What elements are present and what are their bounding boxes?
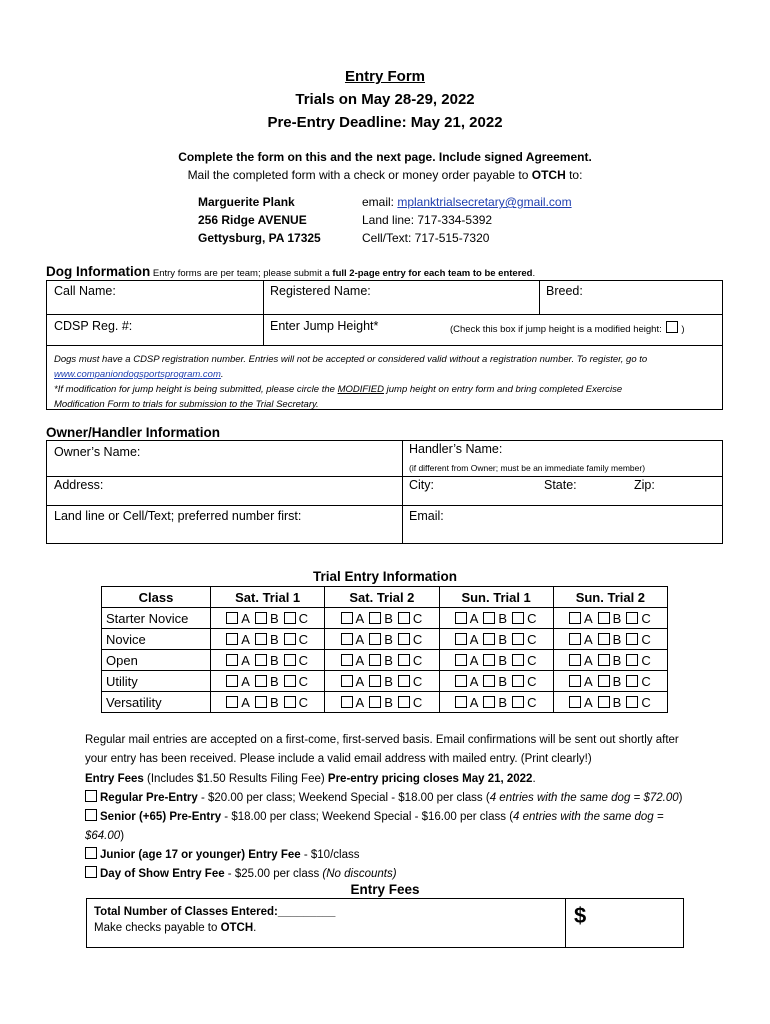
trial-option-checkbox[interactable] (369, 612, 381, 624)
trial-options-cell (439, 629, 553, 650)
trial-options-cell (325, 608, 439, 629)
senior-pre-entry-option[interactable]: Senior (+65) Pre-Entry - $18.00 per class; Weekend Special - $16.00 per class (4 entries with the same dog = $64.00) (85, 811, 664, 842)
trial-col-header: Sat. Trial 1 (211, 587, 325, 608)
dog-info-heading: Dog Information Entry forms are per team; please submit a full 2-page entry for each team to be entered. (46, 264, 536, 279)
cdsp-reg-field[interactable]: CDSP Reg. #: (54, 319, 133, 333)
trial-option-label: B (269, 673, 279, 689)
secretary-address (198, 193, 321, 247)
trial-class-row (102, 692, 668, 713)
class-name: Novice (102, 629, 211, 650)
trial-option-checkbox[interactable] (483, 696, 495, 708)
mail-entry-note-1: Regular mail entries are accepted on a first-come, first-served basis. Email confirmations will be sent out shortly after (85, 734, 679, 746)
trial-col-header: Sun. Trial 1 (439, 587, 553, 608)
trial-option-checkbox[interactable] (626, 633, 638, 645)
trial-options-cell (439, 671, 553, 692)
trial-option-checkbox[interactable] (284, 612, 296, 624)
trial-option-label: C (641, 652, 651, 668)
trial-option-checkbox[interactable] (398, 696, 410, 708)
trial-option-checkbox[interactable] (398, 612, 410, 624)
cdsp-website-link[interactable]: www.companiondogsportsprogram.com (54, 369, 221, 380)
trial-option-label: A (469, 694, 479, 710)
trial-options-cell (211, 629, 325, 650)
call-name-field[interactable]: Call Name: (54, 284, 116, 298)
trial-option-label: B (384, 673, 393, 689)
trial-options-cell (211, 608, 325, 629)
secretary-email-link[interactable]: mplanktrialsecretary@gmail.com (397, 195, 572, 209)
day-of-show-option[interactable]: Day of Show Entry Fee - $25.00 per class (No discounts) (85, 865, 705, 884)
trial-option-label: C (298, 652, 309, 668)
trial-options-cell (325, 671, 439, 692)
trial-option-checkbox[interactable] (284, 675, 296, 687)
handler-name-field[interactable]: Handler’s Name: (409, 442, 503, 456)
trial-option-label: A (355, 652, 365, 668)
trial-option-checkbox[interactable] (483, 612, 495, 624)
trial-option-label: C (641, 694, 651, 710)
trial-option-checkbox[interactable] (598, 696, 610, 708)
trial-options-cell (439, 650, 553, 671)
trial-options-cell (325, 629, 439, 650)
trial-option-label: C (412, 610, 423, 626)
trial-option-checkbox[interactable] (598, 612, 610, 624)
trial-option-label: C (298, 694, 309, 710)
fees-section (85, 731, 705, 884)
trial-option-checkbox[interactable] (369, 675, 381, 687)
trial-option-checkbox[interactable] (255, 675, 267, 687)
trial-option-checkbox[interactable] (226, 633, 238, 645)
trial-option-checkbox[interactable] (512, 654, 524, 666)
trial-option-checkbox[interactable] (598, 633, 610, 645)
trial-options-cell (553, 692, 667, 713)
trial-option-checkbox[interactable] (255, 633, 267, 645)
instructions-line-1: Complete the form on this and the next page. Include signed Agreement. (178, 150, 592, 164)
registered-name-field[interactable]: Registered Name: (270, 284, 371, 298)
trial-option-checkbox[interactable] (284, 654, 296, 666)
trial-entry-table (101, 586, 668, 713)
jump-height-field[interactable]: Enter Jump Height* (270, 319, 379, 333)
trial-class-row (102, 608, 668, 629)
regular-pre-entry-option[interactable]: Regular Pre-Entry - $20.00 per class; Weekend Special - $18.00 per class (4 entries with the same dog = $72.00) (85, 789, 705, 808)
trial-option-checkbox[interactable] (226, 654, 238, 666)
trial-option-label: A (584, 652, 593, 668)
secretary-landline: Land line: 717-334-5392 (362, 213, 493, 227)
email-field[interactable]: Email: (409, 509, 444, 523)
instructions-line-2: Mail the completed form with a check or money order payable to OTCH to: (187, 168, 583, 182)
trial-option-checkbox[interactable] (341, 633, 353, 645)
total-classes-field[interactable]: Total Number of Classes Entered:_________ (94, 906, 336, 918)
trial-option-checkbox[interactable] (569, 612, 581, 624)
trial-options-cell (439, 608, 553, 629)
trial-option-label: B (498, 610, 508, 626)
modified-height-checkbox[interactable] (666, 321, 678, 333)
secretary-street: 256 Ridge AVENUE (198, 213, 307, 227)
trial-option-label: A (469, 652, 479, 668)
trial-option-checkbox[interactable] (483, 675, 495, 687)
trial-option-label: C (641, 610, 651, 626)
trial-option-checkbox[interactable] (341, 696, 353, 708)
class-name: Open (102, 650, 211, 671)
trial-options-cell (211, 671, 325, 692)
entry-fees-heading: Entry Fees (350, 882, 420, 897)
trial-option-checkbox[interactable] (369, 696, 381, 708)
trial-option-label: B (384, 610, 393, 626)
state-field[interactable]: State: (544, 478, 577, 492)
trial-option-label: B (384, 631, 393, 647)
payable-note: Make checks payable to OTCH. (94, 922, 257, 934)
trial-option-checkbox[interactable] (341, 612, 353, 624)
trial-dates: Trials on May 28-29, 2022 (295, 91, 475, 108)
trial-option-label: A (241, 631, 250, 647)
trial-class-row (102, 650, 668, 671)
regular-pre-entry-checkbox[interactable] (85, 790, 97, 802)
trial-option-label: A (355, 694, 365, 710)
fees-box-text (94, 904, 335, 936)
trial-option-checkbox[interactable] (512, 612, 524, 624)
trial-option-label: C (527, 631, 537, 647)
trial-option-checkbox[interactable] (226, 675, 238, 687)
trial-option-checkbox[interactable] (226, 696, 238, 708)
trial-option-checkbox[interactable] (398, 633, 410, 645)
trial-option-label: A (584, 631, 593, 647)
trial-option-label: B (612, 631, 622, 647)
trial-option-checkbox[interactable] (626, 654, 638, 666)
trial-option-label: A (584, 694, 593, 710)
trial-option-checkbox[interactable] (569, 654, 581, 666)
trial-option-checkbox[interactable] (483, 633, 495, 645)
trial-option-checkbox[interactable] (455, 696, 467, 708)
class-name: Versatility (102, 692, 211, 713)
trial-option-label: B (269, 631, 279, 647)
modified-height-note: (Check this box if jump height is a modified height: ) (450, 321, 685, 335)
trial-options-cell (211, 692, 325, 713)
trial-option-label: C (412, 673, 423, 689)
trial-option-label: B (612, 694, 622, 710)
dog-fine-print: Dogs must have a CDSP registration number. Entries will not be accepted or considered valid without a registration number. To register, go to www.companiondogsportsprogram.com. *If modification for jump height is being submitted, please circle the MODIFIED jump height on entry form and bring completed Exercise Modification Form to trials for submission to the Trial Secretary. (54, 354, 648, 410)
form-title: Entry Form (344, 68, 425, 85)
owner-info-table (46, 440, 723, 544)
trial-option-checkbox[interactable] (341, 654, 353, 666)
trial-option-label: A (355, 631, 365, 647)
trial-option-checkbox[interactable] (455, 612, 467, 624)
trial-option-label: B (269, 610, 279, 626)
handler-note: (if different from Owner; must be an immediate family member) (409, 463, 646, 473)
trial-option-checkbox[interactable] (626, 675, 638, 687)
trial-option-checkbox[interactable] (569, 675, 581, 687)
trial-header-row (102, 587, 668, 608)
trial-option-checkbox[interactable] (569, 696, 581, 708)
trial-option-checkbox[interactable] (255, 612, 267, 624)
class-name: Starter Novice (102, 608, 211, 629)
trial-option-label: C (527, 694, 537, 710)
trial-option-label: C (527, 610, 537, 626)
zip-field[interactable]: Zip: (634, 478, 655, 492)
secretary-city: Gettysburg, PA 17325 (198, 231, 321, 245)
trial-options-cell (553, 671, 667, 692)
trial-options-cell (211, 650, 325, 671)
mail-entry-note-2: your entry has been received. Please include a valid email address with mailed entry. (Print clearly!) (85, 753, 592, 765)
secretary-name: Marguerite Plank (198, 195, 295, 209)
trial-option-checkbox[interactable] (284, 633, 296, 645)
trial-option-label: A (584, 610, 593, 626)
trial-option-label: B (498, 652, 508, 668)
trial-options-cell (553, 608, 667, 629)
address-field[interactable]: Address: (54, 478, 104, 492)
trial-option-label: C (298, 673, 309, 689)
trial-option-checkbox[interactable] (512, 696, 524, 708)
trial-option-label: B (498, 694, 508, 710)
trial-option-checkbox[interactable] (512, 633, 524, 645)
trial-option-checkbox[interactable] (398, 654, 410, 666)
trial-option-label: C (641, 673, 651, 689)
trial-option-checkbox[interactable] (598, 654, 610, 666)
trial-option-checkbox[interactable] (284, 696, 296, 708)
trial-option-label: C (412, 652, 423, 668)
breed-field[interactable]: Breed: (546, 284, 583, 298)
trial-col-header: Sat. Trial 2 (325, 587, 439, 608)
trial-option-label: B (498, 673, 508, 689)
trial-option-label: A (355, 610, 365, 626)
trial-options-cell (553, 629, 667, 650)
city-field[interactable]: City: (409, 478, 434, 492)
entry-fees-line: Entry Fees (Includes $1.50 Results Filing Fee) Pre-entry pricing closes May 21, 2022. (85, 773, 536, 785)
secretary-cell: Cell/Text: 717-515-7320 (362, 231, 490, 245)
trial-option-checkbox[interactable] (626, 696, 638, 708)
trial-option-label: B (269, 652, 279, 668)
owner-handler-heading: Owner/Handler Information (46, 425, 221, 440)
trial-option-checkbox[interactable] (455, 675, 467, 687)
trial-option-label: A (469, 673, 479, 689)
trial-option-checkbox[interactable] (598, 675, 610, 687)
trial-class-row (102, 671, 668, 692)
pre-entry-deadline: Pre-Entry Deadline: May 21, 2022 (267, 114, 503, 131)
trial-option-label: B (612, 652, 622, 668)
trial-option-checkbox[interactable] (626, 612, 638, 624)
trial-option-label: A (355, 673, 365, 689)
trial-col-header: Class (102, 587, 211, 608)
junior-entry-option[interactable]: Junior (age 17 or younger) Entry Fee - $10/class (85, 846, 705, 865)
senior-pre-entry-checkbox[interactable] (85, 809, 97, 821)
trial-option-checkbox[interactable] (569, 633, 581, 645)
trial-option-label: A (469, 631, 479, 647)
trial-option-checkbox[interactable] (483, 654, 495, 666)
class-name: Utility (102, 671, 211, 692)
trial-option-label: B (612, 673, 622, 689)
trial-option-label: B (269, 694, 279, 710)
trial-option-checkbox[interactable] (398, 675, 410, 687)
trial-entry-heading: Trial Entry Information (312, 569, 458, 584)
trial-options-cell (325, 650, 439, 671)
day-of-show-checkbox[interactable] (85, 866, 97, 878)
trial-option-label: C (298, 610, 309, 626)
trial-option-label: C (412, 694, 423, 710)
trial-option-label: A (469, 610, 479, 626)
trial-option-checkbox[interactable] (226, 612, 238, 624)
trial-option-checkbox[interactable] (341, 675, 353, 687)
trial-option-label: A (241, 673, 250, 689)
trial-option-label: B (612, 610, 622, 626)
trial-option-checkbox[interactable] (512, 675, 524, 687)
trial-options-cell (439, 692, 553, 713)
trial-option-label: A (241, 610, 250, 626)
trial-option-label: A (584, 673, 593, 689)
phone-field[interactable]: Land line or Cell/Text; preferred number first: (54, 509, 302, 523)
trial-option-label: C (527, 652, 537, 668)
trial-option-label: A (241, 694, 250, 710)
junior-entry-checkbox[interactable] (85, 847, 97, 859)
trial-option-label: A (241, 652, 250, 668)
trial-option-label: C (641, 631, 651, 647)
trial-option-checkbox[interactable] (455, 633, 467, 645)
trial-option-checkbox[interactable] (369, 654, 381, 666)
trial-class-row (102, 629, 668, 650)
owner-name-field[interactable]: Owner’s Name: (54, 445, 141, 459)
trial-options-cell (553, 650, 667, 671)
trial-option-checkbox[interactable] (255, 696, 267, 708)
trial-option-label: B (498, 631, 508, 647)
trial-col-header: Sun. Trial 2 (553, 587, 667, 608)
trial-option-checkbox[interactable] (455, 654, 467, 666)
trial-option-label: C (298, 631, 309, 647)
trial-option-label: B (384, 652, 393, 668)
trial-option-checkbox[interactable] (255, 654, 267, 666)
trial-option-label: C (412, 631, 423, 647)
secretary-contact: email: mplanktrialsecretary@gmail.com Land line: 717-334-5392 Cell/Text: 717-515-7320 (362, 195, 572, 245)
trial-option-label: C (527, 673, 537, 689)
trial-options-cell (325, 692, 439, 713)
trial-option-label: B (384, 694, 393, 710)
total-amount-field[interactable]: $ (574, 903, 587, 928)
trial-option-checkbox[interactable] (369, 633, 381, 645)
